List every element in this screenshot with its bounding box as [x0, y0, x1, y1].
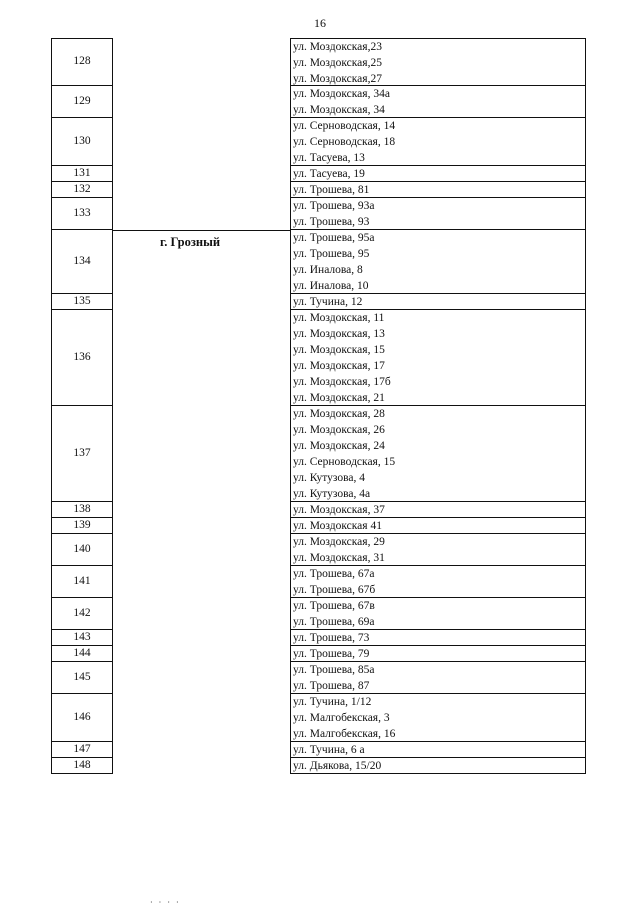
- address-line: ул. Кутузова, 4а: [293, 488, 371, 500]
- district-number-cell: 135: [51, 294, 113, 310]
- address-line: ул. Малгобекская, 3: [293, 712, 390, 724]
- footer-mark: · · · ·: [150, 898, 181, 907]
- address-line: ул. Трошева, 95а: [293, 232, 375, 244]
- address-line: ул. Трошева, 93а: [293, 200, 375, 212]
- page-number: 16: [314, 16, 326, 30]
- address-group: [290, 630, 586, 646]
- address-line: ул. Моздокская, 17б: [293, 376, 391, 388]
- district-number-cell: 141: [51, 566, 113, 598]
- address-line: ул. Трошева, 87: [293, 680, 370, 692]
- district-number-cell: 142: [51, 598, 113, 630]
- address-line: ул. Трошева, 73: [293, 632, 370, 644]
- address-line: ул. Тучина, 1/12: [293, 696, 372, 708]
- address-group: [290, 518, 586, 534]
- address-group: [290, 38, 586, 86]
- district-number-cell: 138: [51, 502, 113, 518]
- address-group: [290, 662, 586, 694]
- address-group: [290, 118, 586, 166]
- address-group: [290, 310, 586, 406]
- address-group: [290, 294, 586, 310]
- city-connector-line: [113, 230, 291, 231]
- address-line: ул. Трошева, 67в: [293, 600, 375, 612]
- address-line: ул. Моздокская, 24: [293, 440, 385, 452]
- district-number-cell: 129: [51, 86, 113, 118]
- district-number-cell: 128: [51, 38, 113, 86]
- address-line: ул. Моздокская 41: [293, 520, 382, 532]
- address-line: ул. Моздокская,25: [293, 57, 382, 69]
- address-line: ул. Моздокская, 34: [293, 104, 385, 116]
- address-group: [290, 230, 586, 294]
- address-line: ул. Дьякова, 15/20: [293, 760, 382, 772]
- address-line: ул. Трошева, 81: [293, 184, 370, 196]
- address-group: [290, 198, 586, 230]
- district-number-cell: 144: [51, 646, 113, 662]
- district-number-cell: 143: [51, 630, 113, 646]
- address-line: ул. Моздокская, 21: [293, 392, 385, 404]
- address-line: ул. Моздокская, 34а: [293, 88, 390, 100]
- district-number-cell: 133: [51, 198, 113, 230]
- address-group: [290, 534, 586, 566]
- district-number-cell: 136: [51, 310, 113, 406]
- address-line: ул. Кутузова, 4: [293, 472, 366, 484]
- address-group: [290, 646, 586, 662]
- address-line: ул. Моздокская, 11: [293, 312, 385, 324]
- address-line: ул. Моздокская, 28: [293, 408, 385, 420]
- address-line: ул. Серноводская, 18: [293, 136, 396, 148]
- address-line: ул. Моздокская, 31: [293, 552, 385, 564]
- address-line: ул. Тучина, 12: [293, 296, 363, 308]
- address-line: ул. Иналова, 8: [293, 264, 363, 276]
- address-line: ул. Трошева, 85а: [293, 664, 375, 676]
- address-line: ул. Моздокская, 26: [293, 424, 385, 436]
- district-number-cell: 139: [51, 518, 113, 534]
- address-line: ул. Моздокская, 37: [293, 504, 385, 516]
- address-line: ул. Тучина, 6 а: [293, 744, 365, 756]
- address-line: ул. Тасуева, 13: [293, 152, 365, 164]
- address-line: ул. Моздокская,23: [293, 41, 382, 53]
- address-line: ул. Тасуева, 19: [293, 168, 365, 180]
- city-label: г. Грозный: [160, 235, 221, 249]
- district-number-cell: 145: [51, 662, 113, 694]
- address-group: [290, 86, 586, 118]
- district-number-cell: 146: [51, 694, 113, 742]
- address-line: ул. Моздокская, 17: [293, 360, 385, 372]
- address-line: ул. Моздокская, 13: [293, 328, 385, 340]
- address-line: ул. Серноводская, 14: [293, 120, 396, 132]
- district-number-cell: 137: [51, 406, 113, 502]
- address-group: [290, 182, 586, 198]
- address-line: ул. Моздокская, 15: [293, 344, 385, 356]
- district-number-cell: 134: [51, 230, 113, 294]
- address-line: ул. Моздокская, 29: [293, 536, 385, 548]
- address-group: [290, 694, 586, 742]
- address-line: ул. Малгобекская, 16: [293, 728, 396, 740]
- address-line: ул. Трошева, 93: [293, 216, 370, 228]
- address-group: [290, 742, 586, 758]
- address-line: ул. Иналова, 10: [293, 280, 369, 292]
- address-group: [290, 166, 586, 182]
- address-column: [290, 38, 586, 774]
- address-group: [290, 566, 586, 598]
- district-number-cell: 132: [51, 182, 113, 198]
- address-group: [290, 502, 586, 518]
- address-group: [290, 758, 586, 774]
- district-number-cell: 140: [51, 534, 113, 566]
- district-number-cell: 131: [51, 166, 113, 182]
- address-line: ул. Моздокская,27: [293, 73, 382, 85]
- address-group: [290, 406, 586, 502]
- address-line: ул. Серноводская, 15: [293, 456, 396, 468]
- address-line: ул. Трошева, 67а: [293, 568, 375, 580]
- district-number-cell: 148: [51, 758, 113, 774]
- address-line: ул. Трошева, 67б: [293, 584, 376, 596]
- district-number-cell: 147: [51, 742, 113, 758]
- address-line: ул. Трошева, 79: [293, 648, 370, 660]
- address-line: ул. Трошева, 69а: [293, 616, 375, 628]
- district-number-column: [51, 38, 113, 774]
- address-group: [290, 598, 586, 630]
- district-number-cell: 130: [51, 118, 113, 166]
- address-line: ул. Трошева, 95: [293, 248, 370, 260]
